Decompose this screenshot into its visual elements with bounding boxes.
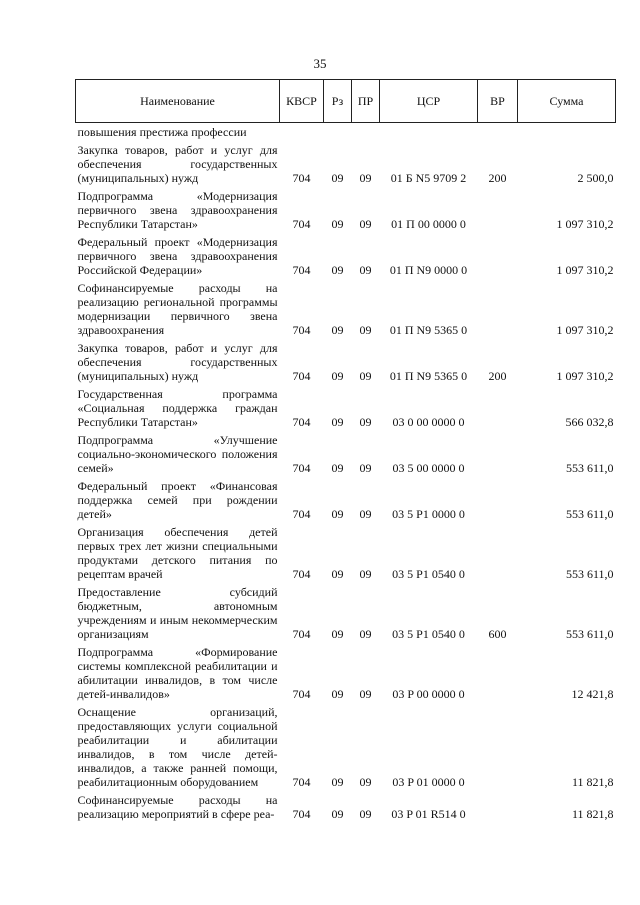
cell-name: Федеральный проект «Модернизация первичного звена здравоохранения Российской Федерации» <box>77 235 278 277</box>
cell-csr: 03 P 01 R514 0 <box>391 807 466 821</box>
cell-sum: 1 097 310,2 <box>556 369 614 383</box>
header-csr: ЦСР <box>380 80 478 123</box>
cell-rz: 09 <box>331 807 344 821</box>
cell-kvsr: 704 <box>292 775 311 789</box>
cell-rz: 09 <box>331 567 344 581</box>
cell-vr: 200 <box>488 369 507 383</box>
cell-name: Софинансируемые расходы на реализацию мероприятий в сфере реа- <box>77 793 278 821</box>
cell-kvsr: 704 <box>292 323 311 337</box>
cell-sum: 11 821,8 <box>571 807 614 821</box>
cell-vr <box>478 233 518 279</box>
cell-rz: 09 <box>331 217 344 231</box>
cell-kvsr: 704 <box>292 461 311 475</box>
cell-name: Подпрограмма «Формирование системы комплексной реабилитации и абилитации инвалидов, в том числе детей-инвалидов» <box>77 645 278 701</box>
cell-rz: 09 <box>331 415 344 429</box>
cell-csr: 03 5 P1 0000 0 <box>392 507 465 521</box>
cell-csr: 03 5 P1 0540 0 <box>392 567 465 581</box>
cell-pr: 09 <box>359 217 372 231</box>
cell-csr: 03 P 00 0000 0 <box>392 687 465 701</box>
cell-rz: 09 <box>331 461 344 475</box>
cell-vr <box>478 123 518 142</box>
cell-csr: 03 0 00 0000 0 <box>392 415 465 429</box>
cell-csr: 01 П N9 5365 0 <box>389 323 468 337</box>
cell-sum <box>518 123 616 142</box>
cell-name: Подпрограмма «Улучшение социально-экономического положения семей» <box>77 433 278 475</box>
cell-kvsr <box>280 123 324 142</box>
cell-csr: 01 П N9 5365 0 <box>389 369 468 383</box>
cell-sum: 553 611,0 <box>565 507 614 521</box>
cell-sum: 1 097 310,2 <box>556 323 614 337</box>
cell-sum: 1 097 310,2 <box>556 217 614 231</box>
cell-kvsr: 704 <box>292 807 311 821</box>
cell-csr: 01 П 00 0000 0 <box>391 217 466 231</box>
table-row <box>76 477 616 523</box>
cell-vr: 600 <box>488 627 507 641</box>
cell-vr <box>478 703 518 791</box>
cell-rz: 09 <box>331 369 344 383</box>
cell-csr: 03 5 00 0000 0 <box>392 461 465 475</box>
cell-vr <box>478 643 518 703</box>
cell-rz: 09 <box>331 627 344 641</box>
cell-kvsr: 704 <box>292 263 311 277</box>
cell-rz: 09 <box>331 775 344 789</box>
table-row <box>76 123 616 142</box>
cell-kvsr: 704 <box>292 217 311 231</box>
header-name: Наименование <box>76 80 280 123</box>
table-row <box>76 233 616 279</box>
table-row <box>76 431 616 477</box>
cell-rz: 09 <box>331 687 344 701</box>
cell-kvsr: 704 <box>292 627 311 641</box>
cell-csr: 03 5 P1 0540 0 <box>392 627 465 641</box>
cell-name: Организация обеспечения детей первых трех лет жизни специальными продуктами детского питания по рецептам врачей <box>77 525 278 581</box>
cell-kvsr: 704 <box>292 415 311 429</box>
cell-pr: 09 <box>359 415 372 429</box>
cell-csr: 01 П N9 0000 0 <box>389 263 468 277</box>
page-number: 35 <box>313 56 327 71</box>
cell-vr: 200 <box>488 171 507 185</box>
table-row <box>76 141 616 187</box>
table-header-row <box>76 80 616 123</box>
cell-pr: 09 <box>359 171 372 185</box>
cell-pr: 09 <box>359 263 372 277</box>
cell-vr <box>478 523 518 583</box>
header-sum: Сумма <box>518 80 616 123</box>
header-rz: Рз <box>324 80 352 123</box>
cell-pr <box>352 123 380 142</box>
table-row <box>76 339 616 385</box>
cell-name: Федеральный проект «Финансовая поддержка семей при рождении детей» <box>77 479 278 521</box>
cell-csr: 03 P 01 0000 0 <box>392 775 465 789</box>
cell-vr <box>478 791 518 823</box>
header-pr: ПР <box>352 80 380 123</box>
cell-kvsr: 704 <box>292 507 311 521</box>
cell-rz: 09 <box>331 323 344 337</box>
cell-name: Подпрограмма «Модернизация первичного звена здравоохранения Республики Татарстан» <box>77 189 278 231</box>
table-row <box>76 279 616 339</box>
budget-table <box>75 79 616 823</box>
cell-vr <box>478 385 518 431</box>
table-row <box>76 643 616 703</box>
cell-sum: 553 611,0 <box>565 627 614 641</box>
table-row <box>76 791 616 823</box>
cell-pr: 09 <box>359 461 372 475</box>
table-row <box>76 385 616 431</box>
cell-rz: 09 <box>331 171 344 185</box>
cell-sum: 12 421,8 <box>571 687 614 701</box>
cell-pr: 09 <box>359 323 372 337</box>
cell-sum: 2 500,0 <box>577 171 614 185</box>
cell-name: повышения престижа профессии <box>77 125 247 139</box>
cell-name: Софинансируемые расходы на реализацию региональной программы модернизации первичного звена здравоохранения <box>77 281 278 337</box>
table-row <box>76 523 616 583</box>
cell-pr: 09 <box>359 567 372 581</box>
cell-pr: 09 <box>359 369 372 383</box>
cell-name: Государственная программа «Социальная поддержка граждан Республики Татарстан» <box>77 387 278 429</box>
cell-kvsr: 704 <box>292 567 311 581</box>
cell-sum: 1 097 310,2 <box>556 263 614 277</box>
table-row <box>76 703 616 791</box>
cell-rz: 09 <box>331 507 344 521</box>
cell-pr: 09 <box>359 775 372 789</box>
cell-pr: 09 <box>359 687 372 701</box>
table-row <box>76 583 616 643</box>
cell-sum: 11 821,8 <box>571 775 614 789</box>
cell-pr: 09 <box>359 507 372 521</box>
header-kvsr: КВСР <box>280 80 324 123</box>
table-row <box>76 187 616 233</box>
cell-name: Предоставление субсидий бюджетным, автономным учреждениям и иным некоммерческим организациям <box>77 585 278 641</box>
cell-vr <box>478 187 518 233</box>
cell-sum: 566 032,8 <box>565 415 614 429</box>
cell-vr <box>478 431 518 477</box>
cell-name: Закупка товаров, работ и услуг для обеспечения государственных (муниципальных) нужд <box>77 341 278 383</box>
cell-name: Оснащение организаций, предоставляющих услуги социальной реабилитации и абилитации инвалидов, в том числе детей-инвалидов, а также ранней помощи, реабилитационным оборудованием <box>77 705 278 789</box>
header-vr: ВР <box>478 80 518 123</box>
cell-sum: 553 611,0 <box>565 461 614 475</box>
cell-sum: 553 611,0 <box>565 567 614 581</box>
cell-kvsr: 704 <box>292 171 311 185</box>
cell-csr <box>380 123 478 142</box>
cell-csr: 01 Б N5 9709 2 <box>390 171 467 185</box>
cell-vr <box>478 477 518 523</box>
cell-name: Закупка товаров, работ и услуг для обеспечения государственных (муниципальных) нужд <box>77 143 278 185</box>
cell-kvsr: 704 <box>292 369 311 383</box>
cell-pr: 09 <box>359 627 372 641</box>
cell-vr <box>478 279 518 339</box>
cell-rz <box>324 123 352 142</box>
cell-rz: 09 <box>331 263 344 277</box>
cell-pr: 09 <box>359 807 372 821</box>
cell-kvsr: 704 <box>292 687 311 701</box>
